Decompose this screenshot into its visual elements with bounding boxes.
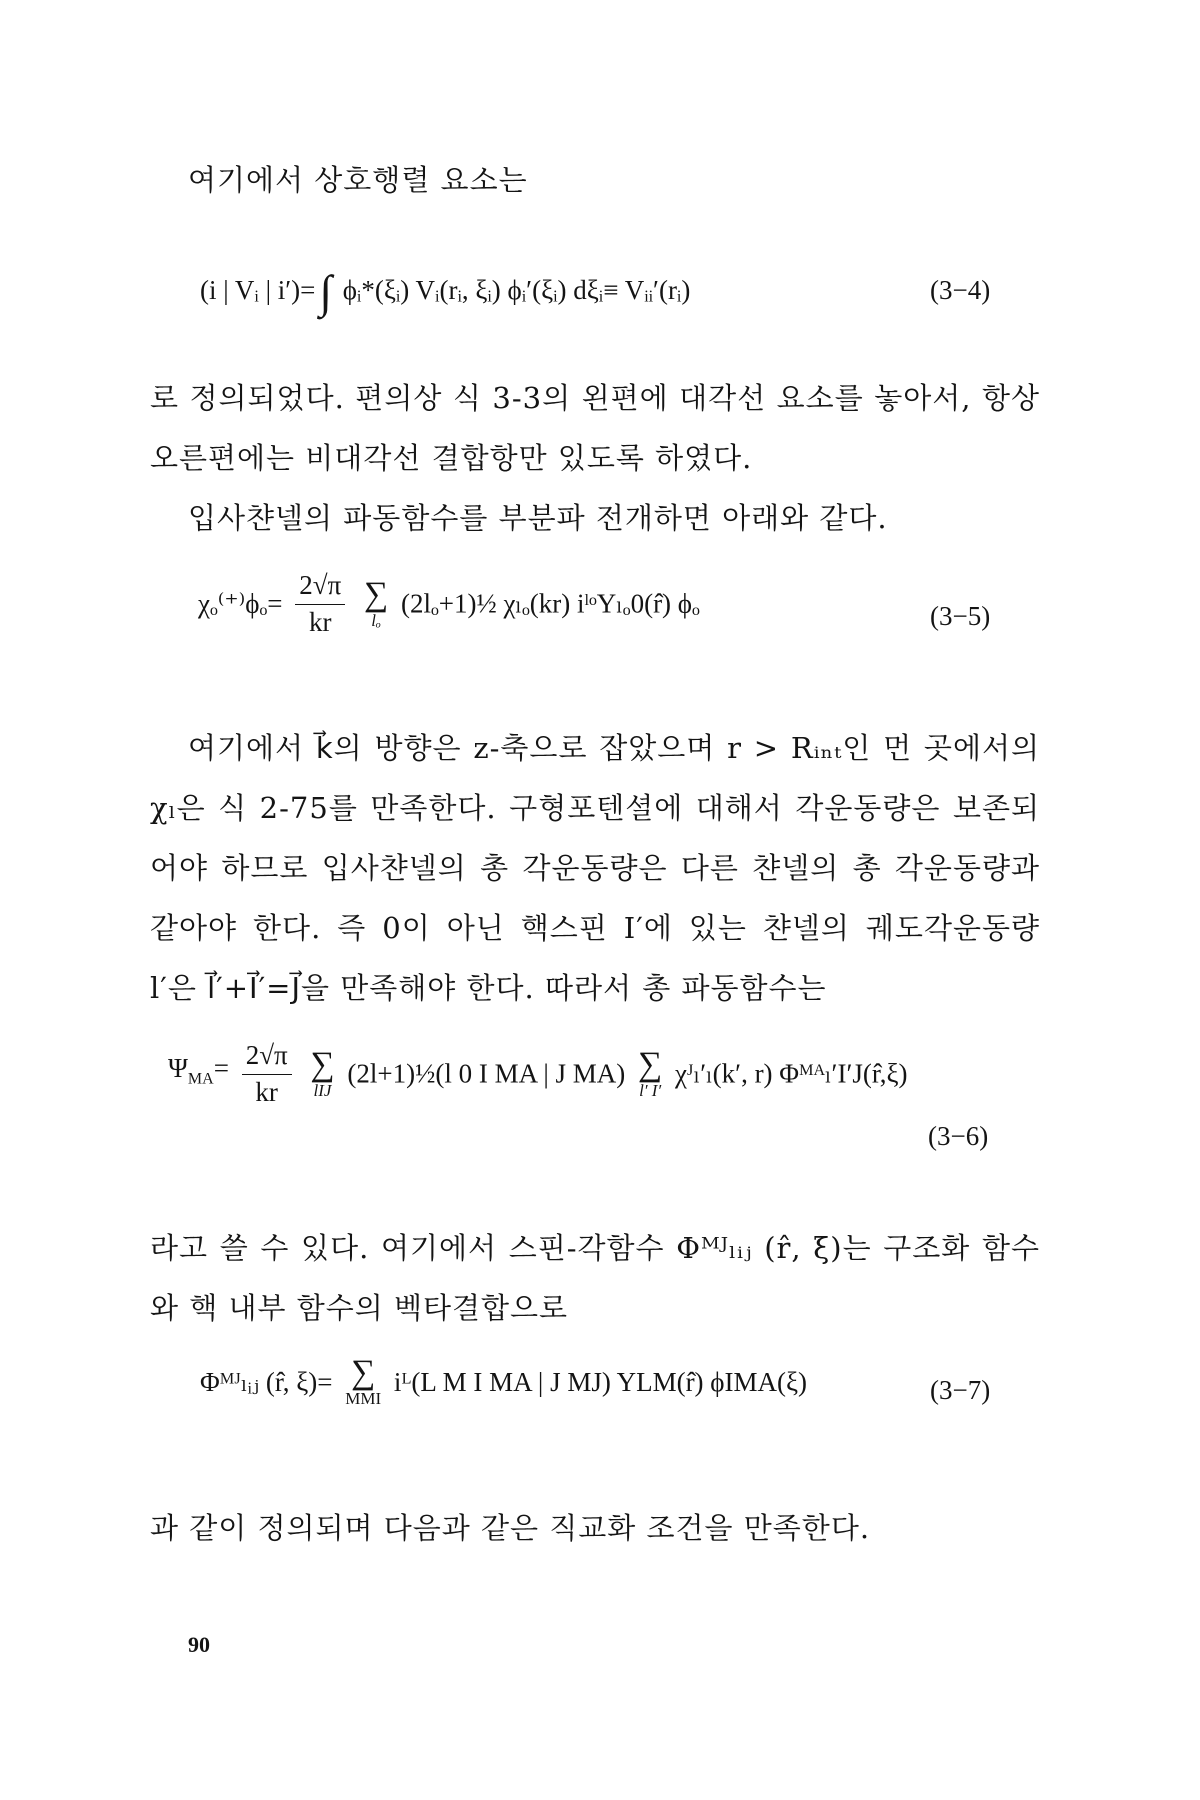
sigma-symbol: ∑: [351, 1354, 376, 1391]
equation-3-6-fraction: [242, 1038, 292, 1109]
paragraph-2-line-1: 로 정의되었다. 편의상 식 3-3의 왼편에 대각선 요소를 놓아서, 항상: [150, 381, 1040, 415]
fraction-denominator: kr: [308, 607, 332, 637]
paragraph-4-line-3: 어야 하므로 입사챤넬의 총 각운동량은 다른 챤넬의 총 각운동량과: [150, 851, 1040, 885]
summation: [363, 575, 389, 630]
equation-3-6-body: [168, 1038, 908, 1109]
summation: [310, 1045, 335, 1100]
paragraph-4-line-5: l′은 l⃗′+I⃗′=J⃗을 만족해야 한다. 따라서 총 파동함수는: [150, 971, 827, 1005]
summation: [345, 1356, 381, 1408]
integral-symbol: ∫: [319, 266, 332, 317]
equation-3-7-rhs: iᴸ(L M I MA | J MJ) YLM(r̂) ϕIMA(ξ): [393, 1367, 808, 1397]
sigma-symbol: ∑: [310, 1045, 335, 1083]
page-number: 90: [188, 1632, 210, 1657]
fraction-numerator: 2√π: [242, 1038, 292, 1075]
paragraph-2-line-2: 오른편에는 비대각선 결합항만 있도록 하였다.: [150, 441, 753, 475]
equation-3-6-number: (3−6): [928, 1121, 989, 1151]
summation-index: MMI: [345, 1389, 382, 1408]
sigma-symbol: ∑: [638, 1045, 663, 1083]
paragraph-6: 과 같이 정의되며 다음과 같은 직교화 조건을 만족한다.: [150, 1511, 871, 1545]
fraction-numerator: 2√π: [295, 568, 345, 605]
equation-3-5-rhs: (2lₒ+1)½ χₗₒ(kr) iˡᵒYₗₒ0(r̂) ϕₒ: [400, 588, 700, 619]
equation-3-7-lhs: Φᴹᴶₗᵢⱼ (r̂, ξ)=: [200, 1367, 333, 1397]
equation-3-6-rhs: χᴶₗ′ₗ(k′, r) Φᴹᴬₗ′I′J(r̂,ξ): [675, 1058, 908, 1089]
equation-3-6-lhs: $\Psi_{MA}=$: [168, 1052, 229, 1088]
summation-index: lₒ: [371, 610, 381, 630]
sigma-symbol: ∑: [363, 575, 389, 613]
summation-index: lIJ: [313, 1080, 332, 1100]
psi-symbol: Ψ: [168, 1052, 188, 1083]
equation-3-5-fraction: [295, 568, 345, 639]
equation-3-5-number: (3−5): [930, 601, 991, 631]
equation-3-6: [0, 1038, 1200, 1168]
equation-3-5-body: [198, 568, 700, 639]
fraction-denominator: kr: [255, 1077, 278, 1107]
paragraph-4-line-1: 여기에서 k⃗의 방향은 z-축으로 잡았으며 r > Rᵢₙₜ인 먼 곳에서의: [188, 731, 1040, 765]
paragraph-intro: 여기에서 상호행렬 요소는: [188, 163, 528, 197]
equation-3-4-body: [200, 266, 691, 317]
paragraph-5-line-2: 와 핵 내부 함수의 벡타결합으로: [150, 1291, 569, 1325]
equation-3-4-rhs: ϕᵢ*(ξᵢ) Vᵢ(rᵢ, ξᵢ) ϕᵢ′(ξᵢ) dξᵢ≡ Vᵢᵢ′(rᵢ): [342, 275, 691, 305]
equation-3-4-lhs: (i | Vᵢ | i′)=: [200, 275, 316, 305]
paragraph-3: 입사챤넬의 파동함수를 부분파 전개하면 아래와 같다.: [188, 501, 888, 535]
summation-2: [638, 1045, 663, 1100]
equation-3-7-number: (3−7): [930, 1375, 991, 1405]
paragraph-5-line-1: 라고 쓸 수 있다. 여기에서 스핀-각함수 Φᴹᴶₗᵢⱼ (r̂, ξ)는 구조화 함수: [150, 1231, 1040, 1265]
equation-3-7-body: [200, 1356, 807, 1408]
equation-3-5-lhs: χₒ⁽⁺⁾ϕₒ=: [198, 588, 283, 619]
psi-subscript: MA: [187, 1070, 214, 1088]
equation-3-6-mid: (2l+1)½(l 0 I MA | J MA): [347, 1058, 626, 1089]
paragraph-4-line-2: χₗ은 식 2-75를 만족한다. 구형포텐셜에 대해서 각운동량은 보존되: [150, 791, 1040, 825]
equation-3-4: [0, 262, 1200, 362]
paragraph-4-line-4: 같아야 한다. 즉 0이 아닌 핵스핀 I′에 있는 챤넬의 궤도각운동량: [150, 911, 1040, 945]
summation-index: l′ I′: [639, 1080, 662, 1100]
equation-3-5: [0, 568, 1200, 668]
equation-3-4-number: (3−4): [930, 275, 991, 305]
equation-3-7: [0, 1356, 1200, 1456]
